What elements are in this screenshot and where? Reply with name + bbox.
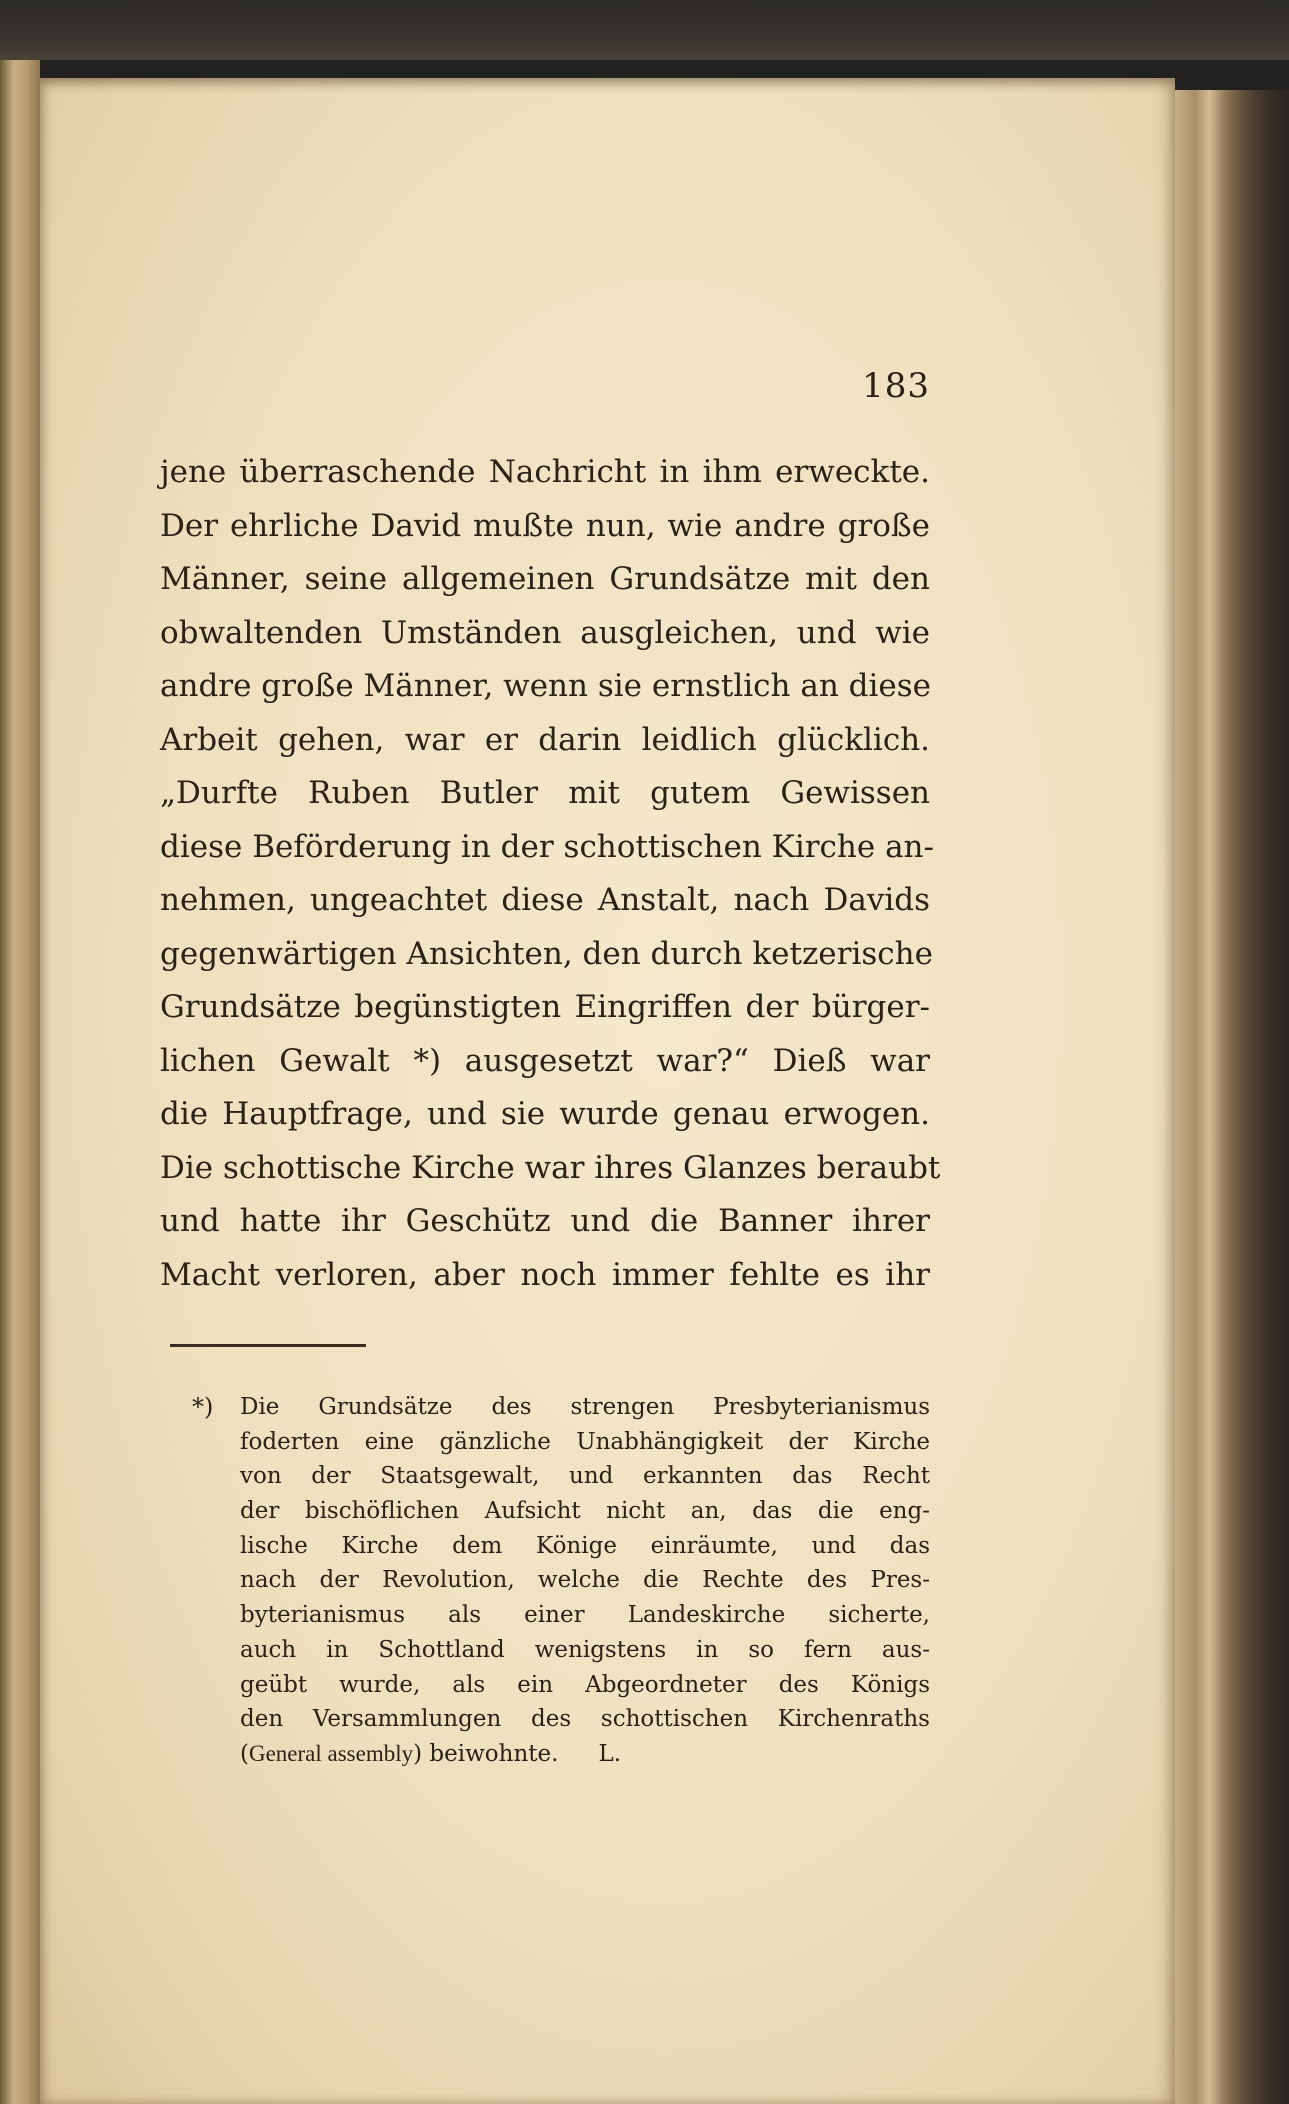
footnote-line: lische Kirche dem Könige einräumte, und das: [240, 1532, 930, 1559]
text-line: nehmen, ungeachtet diese Anstalt, nach Davids: [160, 882, 930, 918]
text-line: jene überraschende Nachricht in ihm erweckte.: [160, 454, 930, 490]
text-line: gegenwärtigen Ansichten, den durch ketzerische: [160, 935, 933, 972]
footnote-line-end: ) beiwohnte.: [413, 1740, 559, 1767]
footnote: [240, 1390, 930, 1772]
book-binding-top: [0, 0, 1289, 60]
footnote-latin-term: General assembly: [248, 1740, 414, 1766]
text-line: Die schottische Kirche war ihres Glanzes beraubt: [160, 1149, 941, 1186]
footnote-signature: L.: [598, 1740, 622, 1767]
page-number: 183: [862, 366, 930, 406]
footnote-line: auch in Schottland wenigstens in so fern aus-: [240, 1636, 930, 1663]
footnote-line: foderten eine gänzliche Unabhängigkeit der Kirche: [240, 1428, 930, 1455]
footnote-line: der bischöflichen Aufsicht nicht an, das die eng-: [240, 1498, 930, 1525]
text-line: die Hauptfrage, und sie wurde genau erwogen.: [160, 1096, 930, 1132]
footnote-line: byterianismus als einer Landeskirche sicherte,: [240, 1602, 930, 1629]
text-line: Macht verloren, aber noch immer fehlte es ihr: [160, 1256, 930, 1293]
footnote-rule: [170, 1344, 366, 1347]
right-page-edges: [1175, 90, 1289, 2104]
text-line: obwaltenden Umständen ausgleichen, und wie: [160, 614, 930, 651]
footnote-line: nach der Revolution, welche die Rechte des Pres-: [240, 1567, 930, 1594]
footnote-line: von der Staatsgewalt, und erkannten das Recht: [240, 1463, 930, 1490]
book-page: [40, 78, 1175, 2104]
text-line: diese Beförderung in der schottischen Kirche an-: [160, 828, 935, 865]
footnote-marker: *): [192, 1393, 214, 1421]
footnote-line: Die Grundsätze des strengen Presbyterianismus: [240, 1394, 930, 1420]
footnote-line: geübt wurde, als ein Abgeordneter des Königs: [240, 1671, 930, 1698]
footnote-line: den Versammlungen des schottischen Kirchenraths: [240, 1706, 930, 1733]
text-line: Arbeit gehen, war er darin leidlich glücklich.: [160, 721, 930, 758]
text-line: „Durfte Ruben Butler mit gutem Gewissen: [160, 775, 930, 811]
text-line: und hatte ihr Geschütz und die Banner ihrer: [160, 1203, 930, 1239]
text-line: Grundsätze begünstigten Eingriffen der bürger-: [160, 989, 930, 1025]
footnote-last-line: [240, 1737, 930, 1772]
text-line: lichen Gewalt *) ausgesetzt war?“ Dieß war: [160, 1042, 930, 1079]
left-page-edge: [0, 60, 40, 2104]
footnote-paren-open: (: [240, 1740, 249, 1767]
text-line: andre große Männer, wenn sie ernstlich an diese: [160, 668, 932, 704]
text-line: Männer, seine allgemeinen Grundsätze mit den: [160, 561, 930, 597]
text-line: Der ehrliche David mußte nun, wie andre große: [160, 507, 930, 544]
body-text: [160, 446, 941, 1302]
